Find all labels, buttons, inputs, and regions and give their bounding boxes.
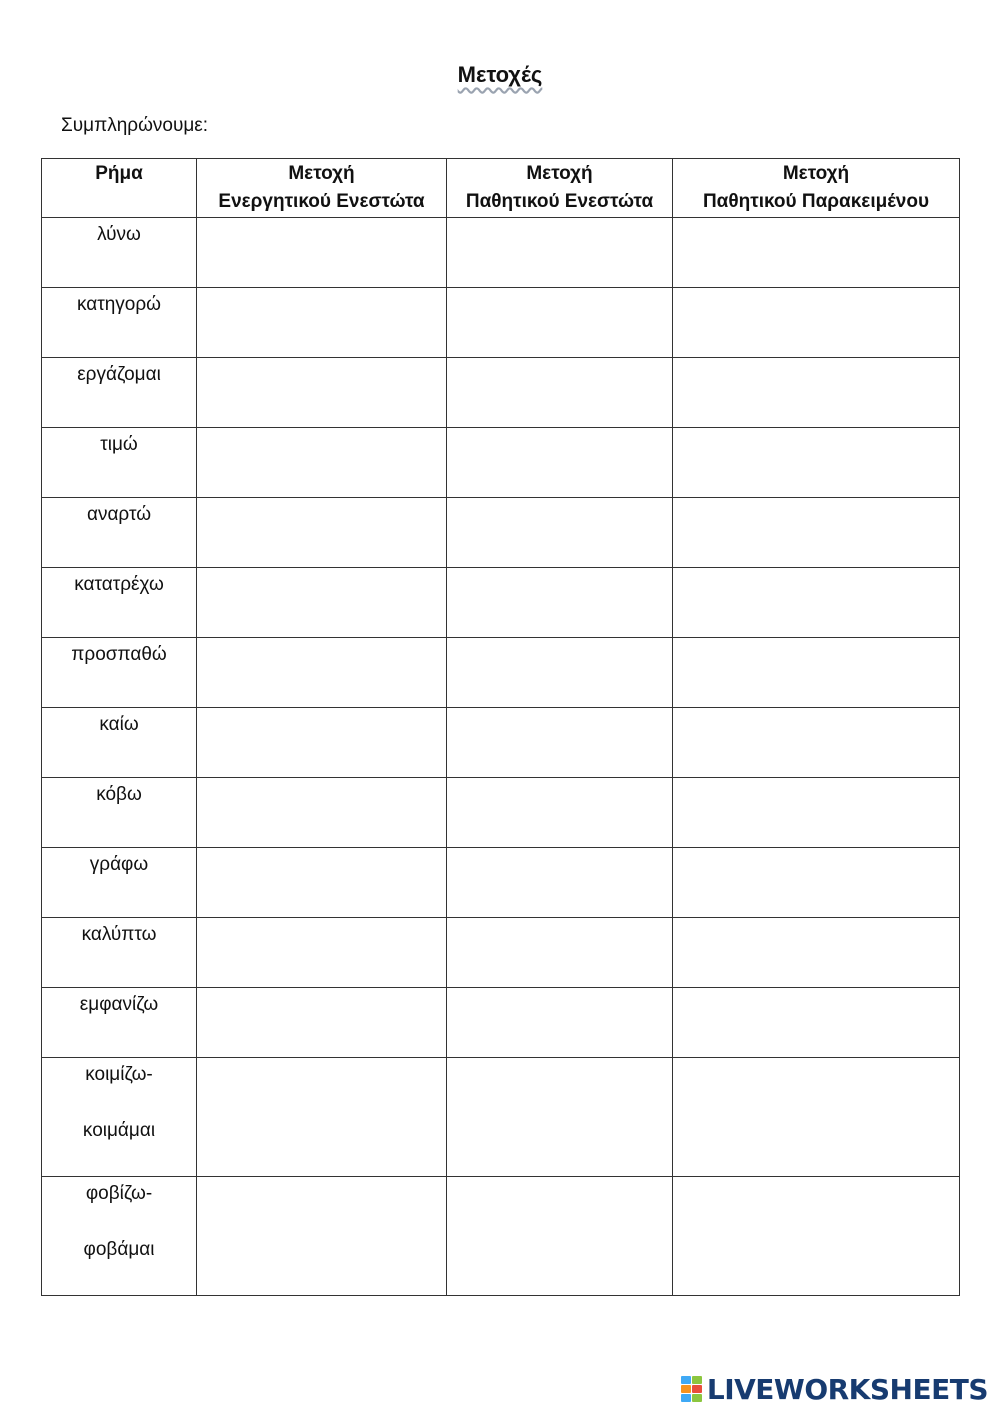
- page-title: [0, 62, 1000, 88]
- verb-text: καίω: [99, 714, 139, 735]
- active-present-answer-cell[interactable]: [197, 218, 447, 288]
- logo-square-2: [692, 1376, 702, 1384]
- verb-text: τιμώ: [100, 434, 138, 455]
- passive-present-answer-cell[interactable]: [447, 288, 673, 358]
- header-line2: Παθητικού Ενεστώτα: [465, 191, 654, 212]
- passive-present-answer-cell[interactable]: [447, 428, 673, 498]
- table-row: [42, 988, 960, 1058]
- header-passive-perfect: [673, 159, 960, 218]
- liveworksheets-logo-icon: [681, 1376, 703, 1402]
- verb-text: καλύπτω: [81, 924, 157, 945]
- passive-perfect-answer-cell[interactable]: [673, 708, 960, 778]
- verb-cell: [42, 848, 197, 918]
- verb-text: λύνω: [97, 224, 141, 245]
- table-row: [42, 428, 960, 498]
- active-present-answer-cell[interactable]: [197, 638, 447, 708]
- table-header-row: [42, 159, 960, 218]
- logo-square-5: [681, 1394, 691, 1402]
- verb-text: εργάζομαι: [77, 364, 161, 385]
- table-row: [42, 1058, 960, 1177]
- active-present-answer-cell[interactable]: [197, 428, 447, 498]
- header-verb: [42, 159, 197, 218]
- logo-square-6: [692, 1394, 702, 1402]
- verb-cell: [42, 708, 197, 778]
- passive-perfect-answer-cell[interactable]: [673, 778, 960, 848]
- verb-cell: [42, 918, 197, 988]
- table-row: [42, 498, 960, 568]
- header-line2: Παθητικού Παρακειμένου: [702, 191, 930, 212]
- verb-cell: [42, 1058, 197, 1177]
- active-present-answer-cell[interactable]: [197, 778, 447, 848]
- passive-perfect-answer-cell[interactable]: [673, 638, 960, 708]
- verb-cell: [42, 638, 197, 708]
- active-present-answer-cell[interactable]: [197, 288, 447, 358]
- passive-perfect-answer-cell[interactable]: [673, 848, 960, 918]
- table-row: [42, 288, 960, 358]
- verb-text: γράφω: [89, 854, 149, 875]
- verb-cell: [42, 288, 197, 358]
- header-passive-present: [447, 159, 673, 218]
- verb-text: προσπαθώ: [71, 644, 167, 665]
- verb-text: αναρτώ: [86, 504, 152, 525]
- logo-square-4: [692, 1385, 702, 1393]
- passive-perfect-answer-cell[interactable]: [673, 428, 960, 498]
- verb-cell: [42, 498, 197, 568]
- passive-present-answer-cell[interactable]: [447, 568, 673, 638]
- verb-cell: [42, 218, 197, 288]
- passive-perfect-answer-cell[interactable]: [673, 1177, 960, 1296]
- participles-table: [41, 158, 960, 1296]
- table-row: [42, 568, 960, 638]
- header-line2: Ενεργητικού Ενεστώτα: [218, 191, 425, 212]
- table-row: [42, 848, 960, 918]
- active-present-answer-cell[interactable]: [197, 568, 447, 638]
- verb-text: εμφανίζω: [79, 994, 159, 1015]
- verb-text: φοβίζω-: [85, 1183, 153, 1204]
- brand-name: LIVEWORKSHEETS: [706, 1372, 988, 1406]
- verb-text: κατατρέχω: [74, 574, 164, 595]
- passive-perfect-answer-cell[interactable]: [673, 1058, 960, 1177]
- passive-present-answer-cell[interactable]: [447, 498, 673, 568]
- verb-cell: [42, 988, 197, 1058]
- verb-cell: [42, 568, 197, 638]
- liveworksheets-logo: [681, 1372, 988, 1406]
- header-active-present: [197, 159, 447, 218]
- passive-present-answer-cell[interactable]: [447, 778, 673, 848]
- table-row: [42, 708, 960, 778]
- passive-present-answer-cell[interactable]: [447, 638, 673, 708]
- verb-text-line2: φοβάμαι: [83, 1239, 155, 1260]
- verb-cell: [42, 428, 197, 498]
- active-present-answer-cell[interactable]: [197, 358, 447, 428]
- passive-perfect-answer-cell[interactable]: [673, 918, 960, 988]
- instruction-text: Συμπληρώνουμε:: [61, 115, 209, 136]
- passive-perfect-answer-cell[interactable]: [673, 988, 960, 1058]
- active-present-answer-cell[interactable]: [197, 1177, 447, 1296]
- header-verb-label: Ρήμα: [95, 163, 143, 184]
- table-row: [42, 638, 960, 708]
- passive-perfect-answer-cell[interactable]: [673, 498, 960, 568]
- active-present-answer-cell[interactable]: [197, 498, 447, 568]
- verb-text: κόβω: [96, 784, 142, 805]
- table-row: [42, 218, 960, 288]
- active-present-answer-cell[interactable]: [197, 918, 447, 988]
- table-row: [42, 918, 960, 988]
- passive-perfect-answer-cell[interactable]: [673, 358, 960, 428]
- verb-cell: [42, 778, 197, 848]
- verb-text: κοιμίζω-: [85, 1064, 153, 1085]
- page-title-text: Μετοχές: [457, 62, 543, 87]
- passive-present-answer-cell[interactable]: [447, 1058, 673, 1177]
- passive-perfect-answer-cell[interactable]: [673, 288, 960, 358]
- passive-perfect-answer-cell[interactable]: [673, 568, 960, 638]
- verb-text: κατηγορώ: [76, 294, 162, 315]
- passive-present-answer-cell[interactable]: [447, 988, 673, 1058]
- passive-present-answer-cell[interactable]: [447, 708, 673, 778]
- passive-present-answer-cell[interactable]: [447, 1177, 673, 1296]
- header-line1: Μετοχή: [526, 163, 593, 184]
- table-row: [42, 1177, 960, 1296]
- active-present-answer-cell[interactable]: [197, 1058, 447, 1177]
- verb-text-line2: κοιμάμαι: [82, 1120, 156, 1141]
- verb-cell: [42, 1177, 197, 1296]
- passive-present-answer-cell[interactable]: [447, 218, 673, 288]
- passive-present-answer-cell[interactable]: [447, 358, 673, 428]
- active-present-answer-cell[interactable]: [197, 708, 447, 778]
- verb-cell: [42, 358, 197, 428]
- header-line1: Μετοχή: [782, 163, 850, 184]
- table-row: [42, 778, 960, 848]
- passive-present-answer-cell[interactable]: [447, 918, 673, 988]
- passive-perfect-answer-cell[interactable]: [673, 218, 960, 288]
- header-line1: Μετοχή: [288, 163, 355, 184]
- logo-square-1: [681, 1376, 691, 1384]
- active-present-answer-cell[interactable]: [197, 848, 447, 918]
- logo-square-3: [681, 1385, 691, 1393]
- passive-present-answer-cell[interactable]: [447, 848, 673, 918]
- table-row: [42, 358, 960, 428]
- active-present-answer-cell[interactable]: [197, 988, 447, 1058]
